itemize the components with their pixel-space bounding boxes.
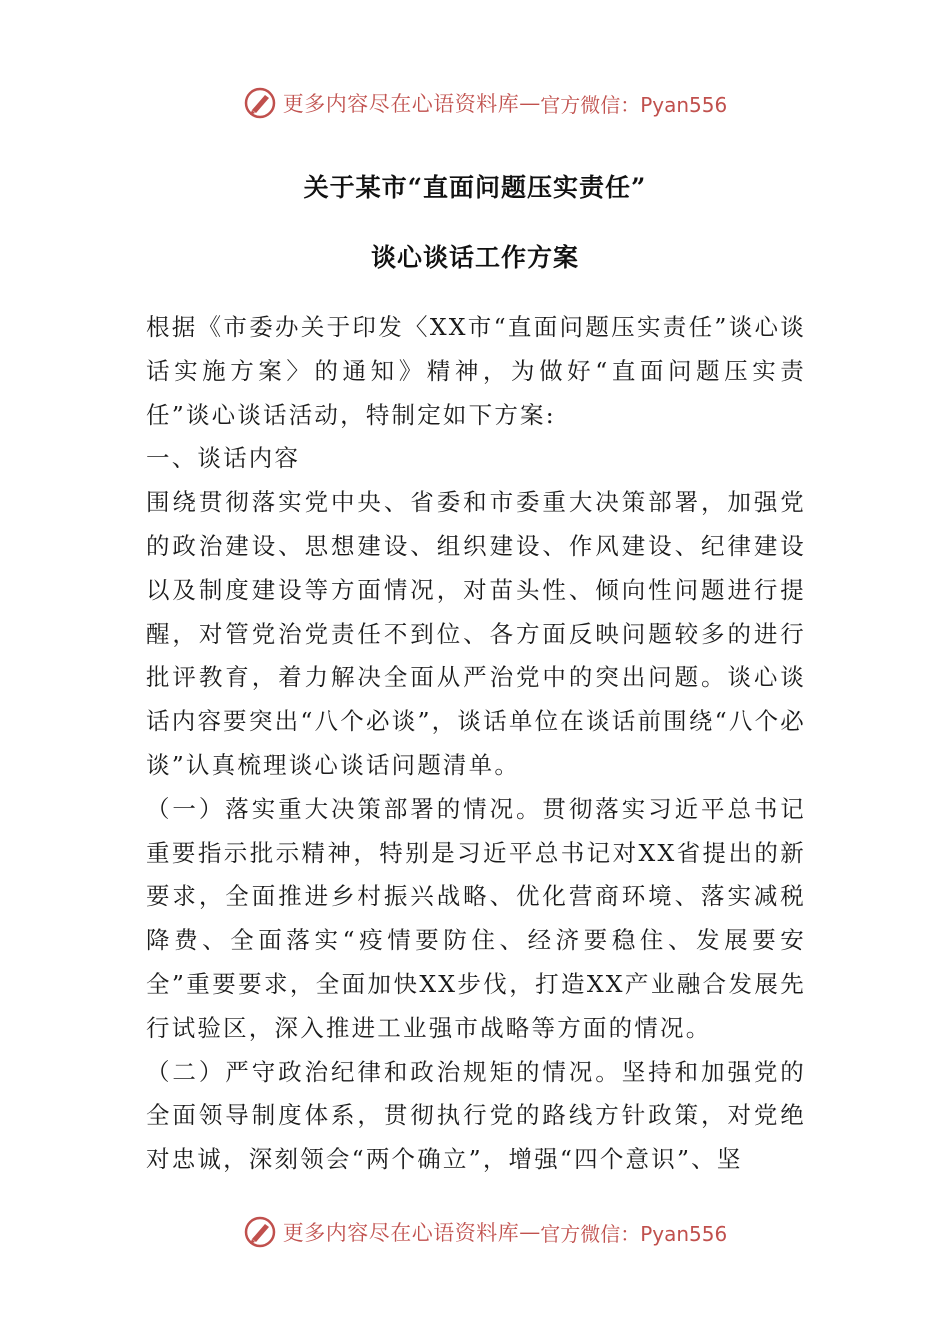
header-watermark-banner [0, 83, 950, 123]
banner-wechat: 官方微信：Pyan556 [540, 1221, 728, 1246]
paragraph-item-2: （二）严守政治纪律和政治规矩的情况。坚持和加强党的全面领导制度体系，贯彻执行党的路线方针政策，对党绝对忠诚，深刻领会“两个确立”，增强“四个意识”、坚 [146, 1057, 806, 1174]
document-title-line-1: 关于某市“直面问题压实责任” [303, 173, 647, 202]
banner-separator: — [519, 91, 541, 115]
document-body [146, 306, 806, 1182]
banner-text: 更多内容尽在心语资料库 [282, 92, 520, 116]
banner-wechat: 官方微信：Pyan556 [540, 92, 728, 117]
banner-separator: — [519, 1220, 541, 1244]
paragraph-item-1: （一）落实重大决策部署的情况。贯彻落实习近平总书记重要指示批示精神，特别是习近平总书记对XX省提出的新要求，全面推进乡村振兴战略、优化营商环境、落实减税降费、全面落实“疫情要防住、经济要稳住、发展要安全”重要要求，全面加快XX步伐，打造XX产业融合发展先行试验区，深入推进工业强市战略等方面的情况。 [146, 794, 806, 1042]
section-heading-1: 一、谈话内容 [146, 444, 301, 473]
paragraph-section-1: 围绕贯彻落实党中央、省委和市委重大决策部署，加强党的政治建设、思想建设、组织建设、作风建设、纪律建设以及制度建设等方面情况，对苗头性、倾向性问题进行提醒，对管党治党责任不到位、各方面反映问题较多的进行批评教育，着力解决全面从严治党中的突出问题。谈心谈话内容要突出“八个必谈”，谈话单位在谈话前围绕“八个必谈”认真梳理谈心谈话问题清单。 [146, 488, 806, 779]
paragraph-intro: 根据《市委办关于印发〈XX市“直面问题压实责任”谈心谈话实施方案〉的通知》精神，为做好“直面问题压实责任”谈心谈话活动，特制定如下方案: [146, 313, 806, 429]
banner-text: 更多内容尽在心语资料库 [282, 1221, 520, 1245]
pen-in-circle-icon [243, 86, 277, 120]
document-title-line-2: 谈心谈话工作方案 [370, 243, 579, 272]
footer-watermark-banner [0, 1212, 950, 1252]
pen-in-circle-icon [243, 1215, 277, 1249]
